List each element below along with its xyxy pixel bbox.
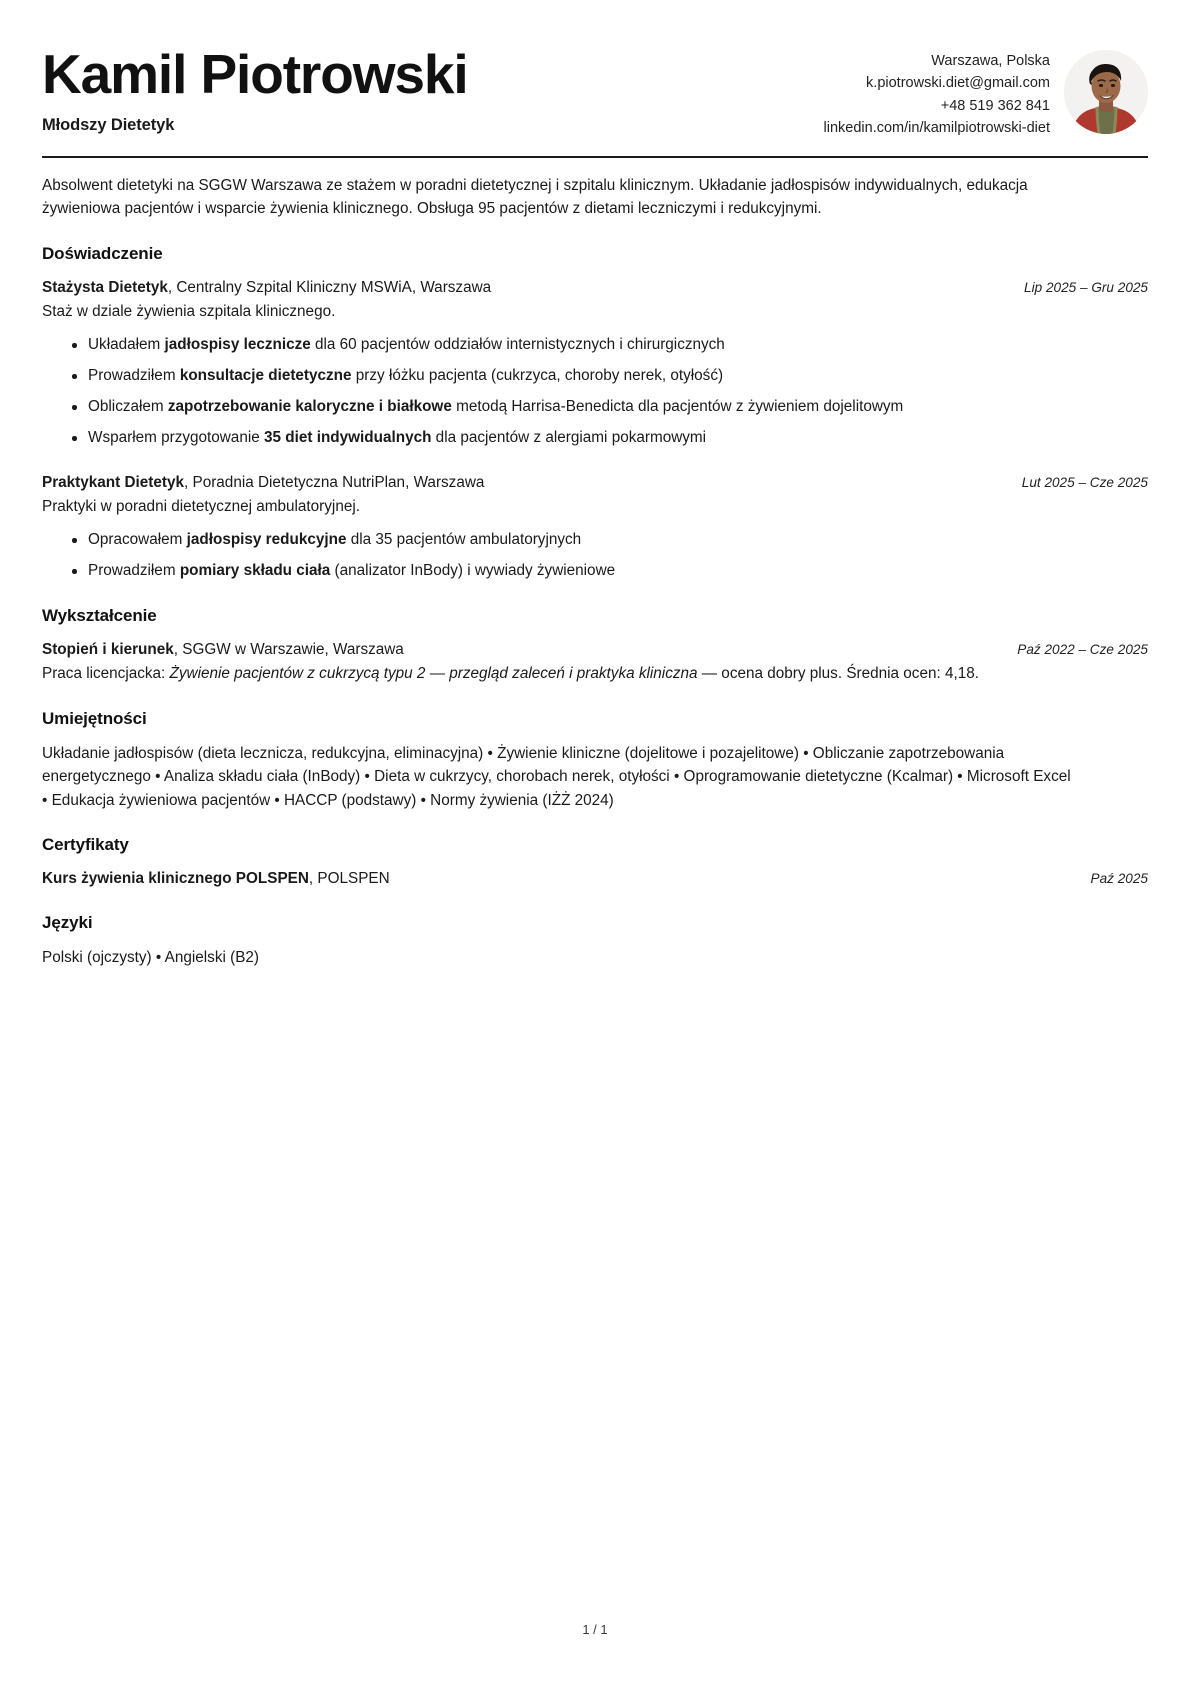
education-entry-title — [42, 639, 404, 661]
certificate-entry-head — [42, 868, 1148, 890]
list-item — [72, 334, 1148, 357]
bullet-text-bold: jadłospisy redukcyjne — [186, 531, 347, 549]
experience-role: Stażysta Dietetyk — [42, 279, 168, 297]
experience-subtitle: Praktyki w poradni dietetycznej ambulatoryjnej. — [42, 498, 360, 516]
section-languages — [42, 913, 1148, 969]
education-degree: Stopień i kierunek — [42, 641, 174, 659]
bullet-text-post: przy łóżku pacjenta (cukrzyca, choroby nerek, otyłość) — [351, 367, 724, 385]
list-item — [72, 365, 1148, 388]
bullet-text-pre: Prowadziłem — [88, 367, 180, 385]
section-title-skills: Umiejętności — [42, 709, 147, 729]
bullet-text-bold: 35 diet indywidualnych — [263, 429, 432, 447]
contact-details — [824, 50, 1050, 139]
education-date: Paź 2022 – Cze 2025 — [1017, 642, 1148, 658]
experience-bullet-list — [42, 529, 1148, 583]
list-item — [72, 396, 1148, 419]
page-title: Kamil Piotrowski — [42, 43, 468, 105]
experience-date: Lut 2025 – Cze 2025 — [1021, 475, 1148, 491]
list-item — [72, 560, 1148, 583]
bullet-text-post: (analizator InBody) i wywiady żywieniowe — [330, 562, 616, 580]
certificate-date: Paź 2025 — [1090, 870, 1148, 886]
experience-entry-title — [42, 277, 491, 299]
bullet-text-bold: zapotrzebowanie kaloryczne i białkowe — [167, 398, 452, 416]
contact-linkedin[interactable]: linkedin.com/in/kamilpiotrowski-diet — [823, 119, 1050, 136]
experience-bullet-list — [42, 334, 1148, 450]
section-experience — [42, 244, 1148, 583]
experience-date: Lip 2025 – Gru 2025 — [1024, 280, 1148, 296]
bullet-text-post: dla 60 pacjentów oddziałów internistycznych i chirurgicznych — [310, 336, 725, 354]
certificate-entry — [42, 868, 1148, 890]
header-divider — [42, 156, 1148, 158]
job-title: Młodszy Dietetyk — [42, 116, 175, 135]
experience-subtitle: Staż w dziale żywienia szpitala klinicznego. — [42, 303, 336, 321]
thesis-label: Praca licencjacka: — [42, 665, 170, 683]
avatar — [1064, 50, 1148, 134]
resume-header — [42, 40, 1148, 139]
header-contact-block — [824, 42, 1148, 139]
contact-phone[interactable]: +48 519 362 841 — [940, 97, 1050, 114]
thesis-grade: — ocena dobry plus. Średnia ocen: 4,18. — [697, 665, 979, 683]
bullet-text-post: metodą Harrisa-Benedicta dla pacjentów z żywieniem dojelitowym — [451, 398, 904, 416]
education-entry — [42, 639, 1148, 686]
bullet-text-post: dla pacjentów z alergiami pokarmowymi — [431, 429, 707, 447]
education-school: , SGGW w Warszawie, Warszawa — [173, 641, 404, 659]
page-indicator: 1 / 1 — [582, 1622, 608, 1637]
bullet-text-pre: Układałem — [88, 336, 165, 354]
experience-company: , Centralny Szpital Kliniczny MSWiA, Warszawa — [167, 279, 492, 297]
list-item — [72, 427, 1148, 450]
section-education — [42, 606, 1148, 686]
list-item — [72, 529, 1148, 552]
bullet-text-bold: pomiary składu ciała — [179, 562, 331, 580]
section-title-certificates: Certyfikaty — [42, 834, 129, 854]
contact-email[interactable]: k.piotrowski.diet@gmail.com — [866, 75, 1050, 92]
section-title-experience: Doświadczenie — [42, 244, 163, 264]
bullet-text-pre: Wsparłem przygotowanie — [88, 429, 264, 447]
bullet-text-bold: jadłospisy lecznicze — [164, 336, 311, 354]
contact-location: Warszawa, Polska — [931, 53, 1050, 69]
section-title-languages: Języki — [42, 913, 93, 933]
bullet-text-pre: Prowadziłem — [88, 562, 180, 580]
section-certificates — [42, 835, 1148, 890]
experience-entry — [42, 472, 1148, 583]
professional-summary: Absolwent dietetyki na SGGW Warszawa ze stażem w poradni dietetycznej i szpitalu klinicznym. Układanie jadłospisów indywidualnych, edukacja żywieniowa pacjentów i wsparcie żywienia klinicznego. Obsługa 95 pacjentów z dietami leczniczymi i redukcyjnymi. — [42, 177, 1028, 218]
bullet-text-pre: Obliczałem — [88, 398, 168, 416]
bullet-text-post: dla 35 pacjentów ambulatoryjnych — [346, 531, 582, 549]
certificate-name: Kurs żywienia klinicznego POLSPEN — [42, 869, 309, 887]
section-title-education: Wykształcenie — [42, 606, 157, 626]
skills-list: Układanie jadłospisów (dieta lecznicza, redukcyjna, eliminacyjna) • Żywienie kliniczne (dojelitowe i pozajelitowe) • Obliczanie zapotrzebowania energetycznego • Analiza składu ciała (InBody) • Dieta w cukrzycy, chorobach nerek, otyłości • Oprogramowanie dietetyczne (Kcalmar) • Microsoft Excel • Edukacja żywieniowa pacjentów • HACCP (podstawy) • Normy żywienia (IŻŻ 2024) — [42, 745, 1071, 809]
certificate-entry-title — [42, 868, 390, 890]
bullet-text-bold: konsultacje dietetyczne — [179, 367, 352, 385]
experience-entry-head — [42, 277, 1148, 299]
experience-entry-head — [42, 472, 1148, 494]
experience-role: Praktykant Dietetyk — [42, 474, 184, 492]
thesis-title: Żywienie pacjentów z cukrzycą typu 2 — przegląd zaleceń i praktyka kliniczna — [169, 665, 698, 683]
certificate-issuer: , POLSPEN — [308, 869, 390, 887]
section-skills — [42, 709, 1148, 812]
profile-photo-icon — [1064, 50, 1148, 134]
education-entry-head — [42, 639, 1148, 661]
header-identity — [42, 42, 468, 135]
languages-list: Polski (ojczysty) • Angielski (B2) — [42, 949, 260, 967]
bullet-text-pre: Opracowałem — [88, 531, 187, 549]
education-description — [42, 663, 1148, 686]
experience-company: , Poradnia Dietetyczna NutriPlan, Warszawa — [184, 474, 485, 492]
experience-entry — [42, 277, 1148, 450]
experience-entry-title — [42, 472, 484, 494]
